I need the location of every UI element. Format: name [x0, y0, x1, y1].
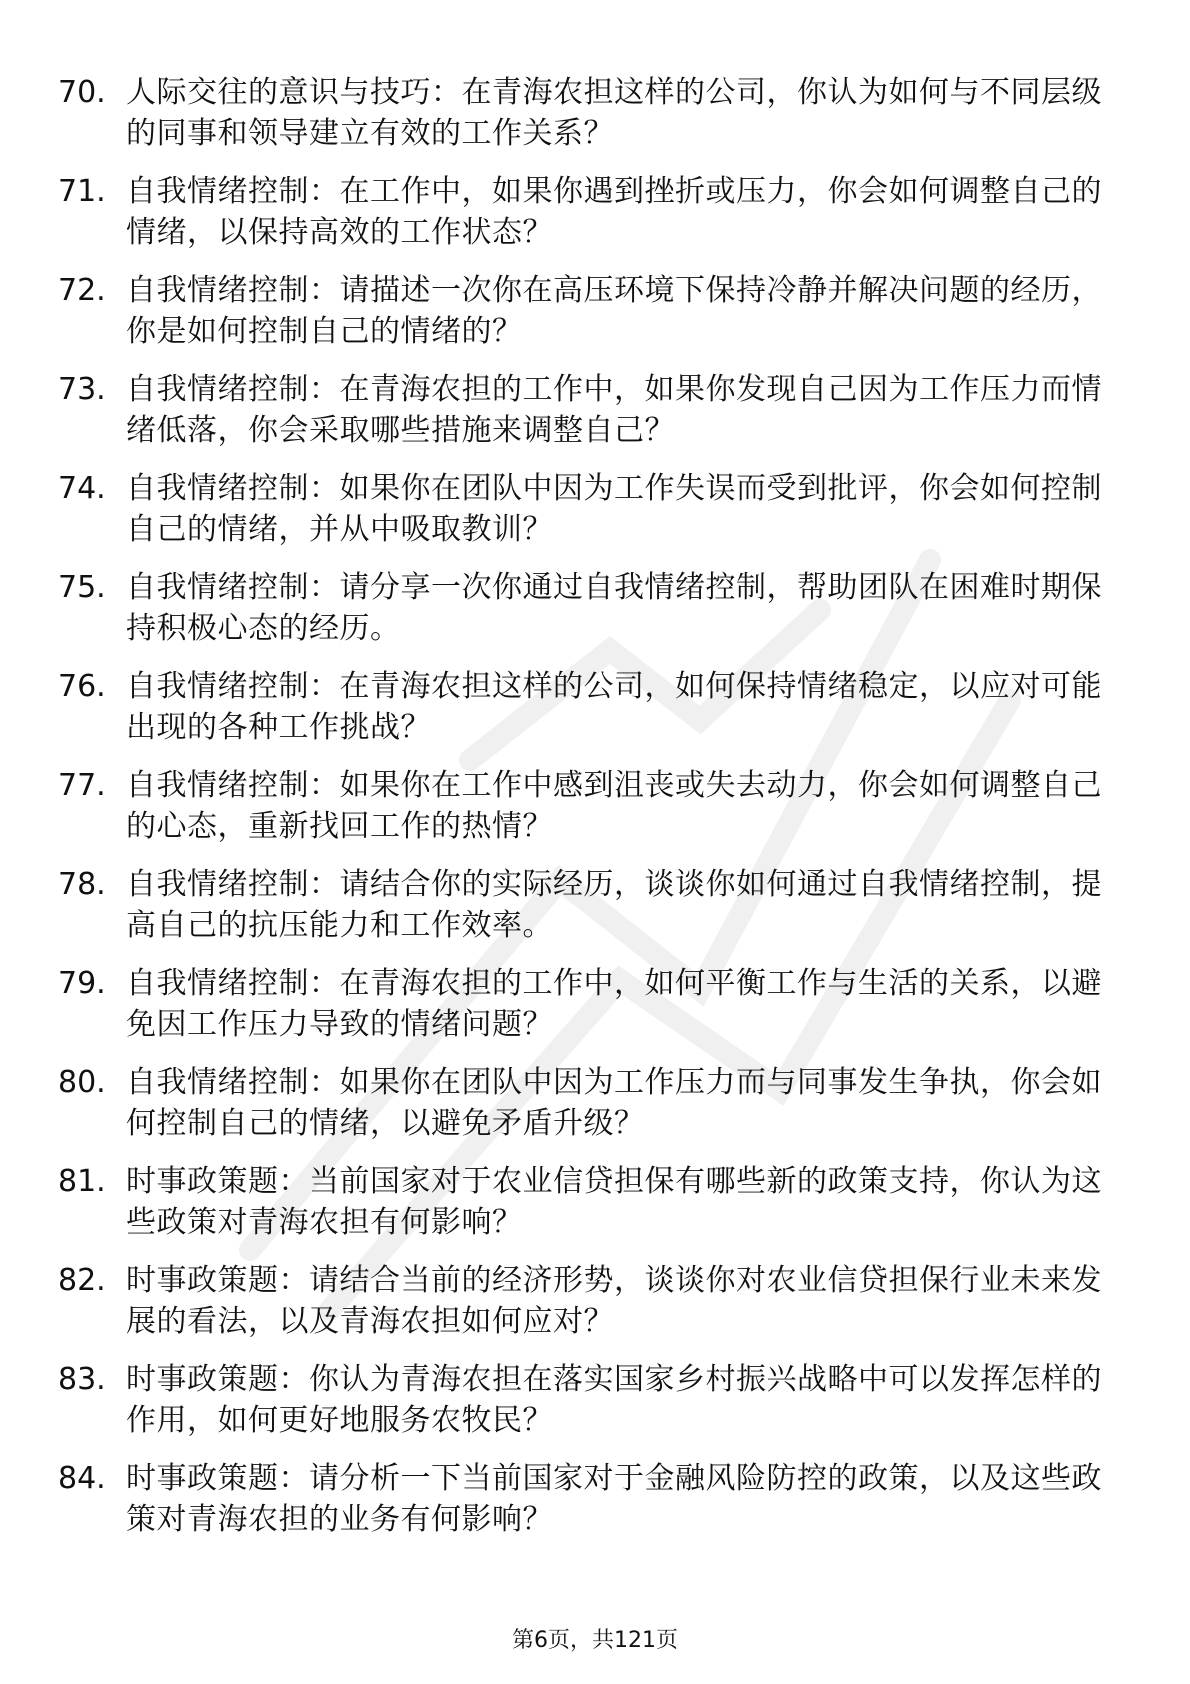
question-number: 82.: [58, 1263, 106, 1298]
question-item: [58, 567, 1118, 649]
question-item: [58, 1359, 1118, 1441]
question-number: 73.: [58, 372, 106, 407]
question-text: 自我情绪控制：请结合你的实际经历，谈谈你如何通过自我情绪控制，提高自己的抗压能力和工作效率。: [126, 867, 1102, 943]
question-item: [58, 864, 1118, 946]
question-text: 人际交往的意识与技巧：在青海农担这样的公司，你认为如何与不同层级的同事和领导建立有效的工作关系？: [126, 75, 1102, 151]
question-item: [58, 765, 1118, 847]
question-number: 70.: [58, 75, 106, 110]
question-item: [58, 171, 1118, 253]
question-text: 自我情绪控制：如果你在工作中感到沮丧或失去动力，你会如何调整自己的心态，重新找回工作的热情？: [126, 768, 1102, 844]
question-text: 时事政策题：当前国家对于农业信贷担保有哪些新的政策支持，你认为这些政策对青海农担有何影响？: [126, 1164, 1102, 1240]
question-list: [58, 72, 1118, 1540]
question-text: 时事政策题：请结合当前的经济形势，谈谈你对农业信贷担保行业未来发展的看法，以及青海农担如何应对？: [126, 1263, 1102, 1339]
question-item: [58, 1260, 1118, 1342]
question-text: 自我情绪控制：在青海农担的工作中，如何平衡工作与生活的关系，以避免因工作压力导致的情绪问题？: [126, 966, 1102, 1042]
question-text: 时事政策题：你认为青海农担在落实国家乡村振兴战略中可以发挥怎样的作用，如何更好地服务农牧民？: [126, 1362, 1102, 1438]
question-item: [58, 1458, 1118, 1540]
question-text: 自我情绪控制：在青海农担的工作中，如果你发现自己因为工作压力而情绪低落，你会采取哪些措施来调整自己？: [126, 372, 1102, 448]
question-item: [58, 270, 1118, 352]
page-number: 第6页，共121页: [512, 1628, 678, 1653]
question-number: 81.: [58, 1164, 106, 1199]
question-item: [58, 1161, 1118, 1243]
question-number: 80.: [58, 1065, 106, 1100]
question-number: 75.: [58, 570, 106, 605]
question-text: 自我情绪控制：在工作中，如果你遇到挫折或压力，你会如何调整自己的情绪，以保持高效的工作状态？: [126, 174, 1102, 250]
question-number: 83.: [58, 1362, 106, 1397]
question-text: 时事政策题：请分析一下当前国家对于金融风险防控的政策，以及这些政策对青海农担的业务有何影响？: [126, 1461, 1102, 1537]
question-number: 72.: [58, 273, 106, 308]
question-number: 76.: [58, 669, 106, 704]
question-item: [58, 666, 1118, 748]
question-text: 自我情绪控制：请分享一次你通过自我情绪控制，帮助团队在困难时期保持积极心态的经历。: [126, 570, 1102, 646]
question-text: 自我情绪控制：如果你在团队中因为工作失误而受到批评，你会如何控制自己的情绪，并从中吸取教训？: [126, 471, 1102, 547]
question-text: 自我情绪控制：如果你在团队中因为工作压力而与同事发生争执，你会如何控制自己的情绪，以避免矛盾升级？: [126, 1065, 1102, 1141]
question-number: 77.: [58, 768, 106, 803]
question-item: [58, 468, 1118, 550]
question-number: 74.: [58, 471, 106, 506]
question-item: [58, 72, 1118, 154]
question-text: 自我情绪控制：在青海农担这样的公司，如何保持情绪稳定，以应对可能出现的各种工作挑战？: [126, 669, 1102, 745]
question-number: 79.: [58, 966, 106, 1001]
question-item: [58, 963, 1118, 1045]
question-number: 78.: [58, 867, 106, 902]
question-number: 71.: [58, 174, 106, 209]
question-number: 84.: [58, 1461, 106, 1496]
question-item: [58, 369, 1118, 451]
question-item: [58, 1062, 1118, 1144]
question-text: 自我情绪控制：请描述一次你在高压环境下保持冷静并解决问题的经历，你是如何控制自己的情绪的？: [126, 273, 1102, 349]
question-page: [58, 72, 1118, 1557]
